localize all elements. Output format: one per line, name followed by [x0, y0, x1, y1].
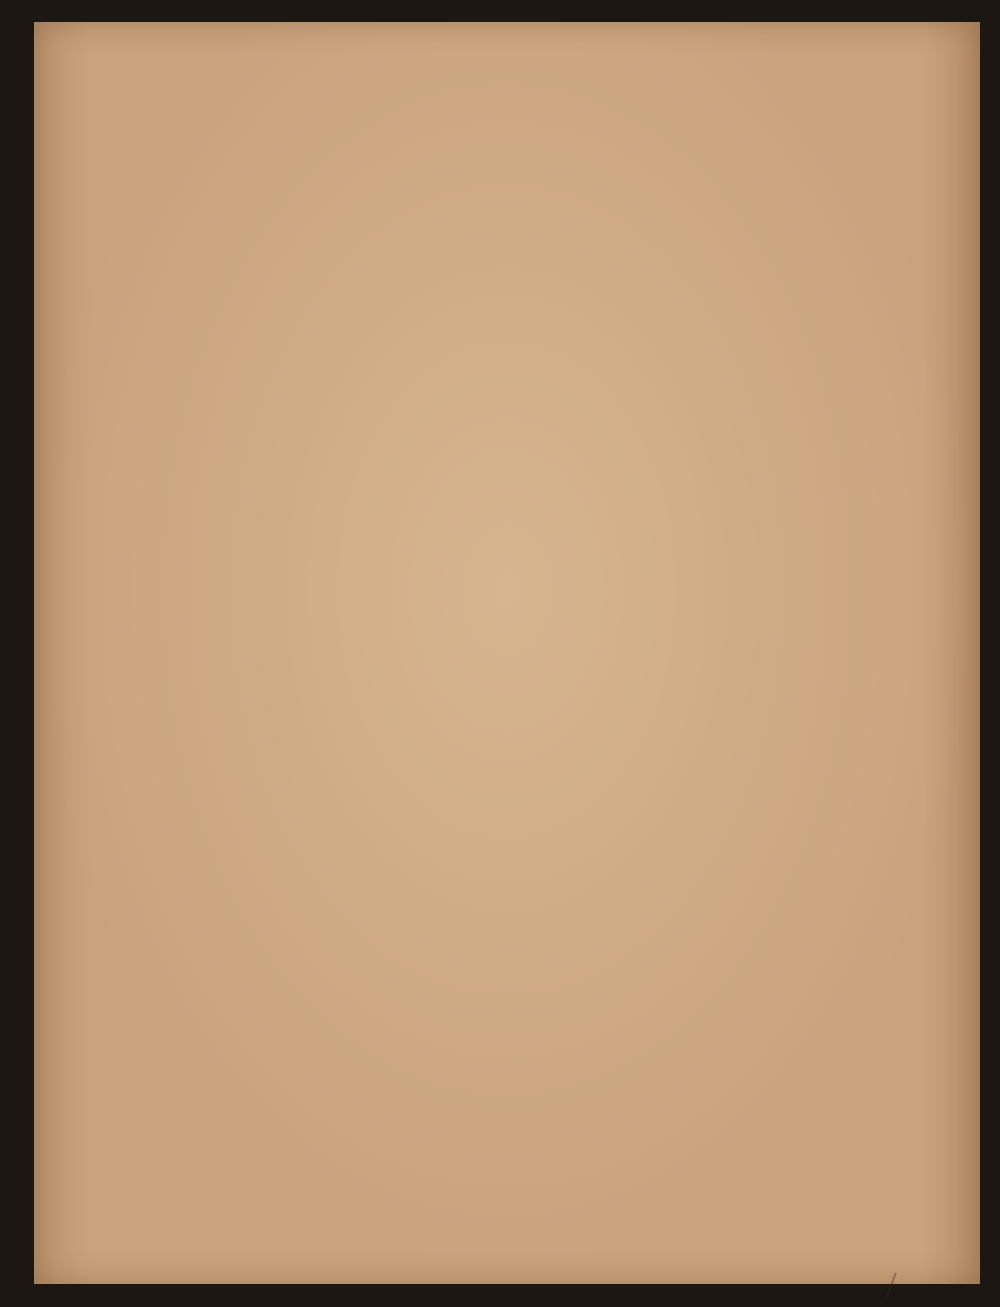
paper-mark [886, 1272, 908, 1301]
book-page [34, 22, 980, 1284]
